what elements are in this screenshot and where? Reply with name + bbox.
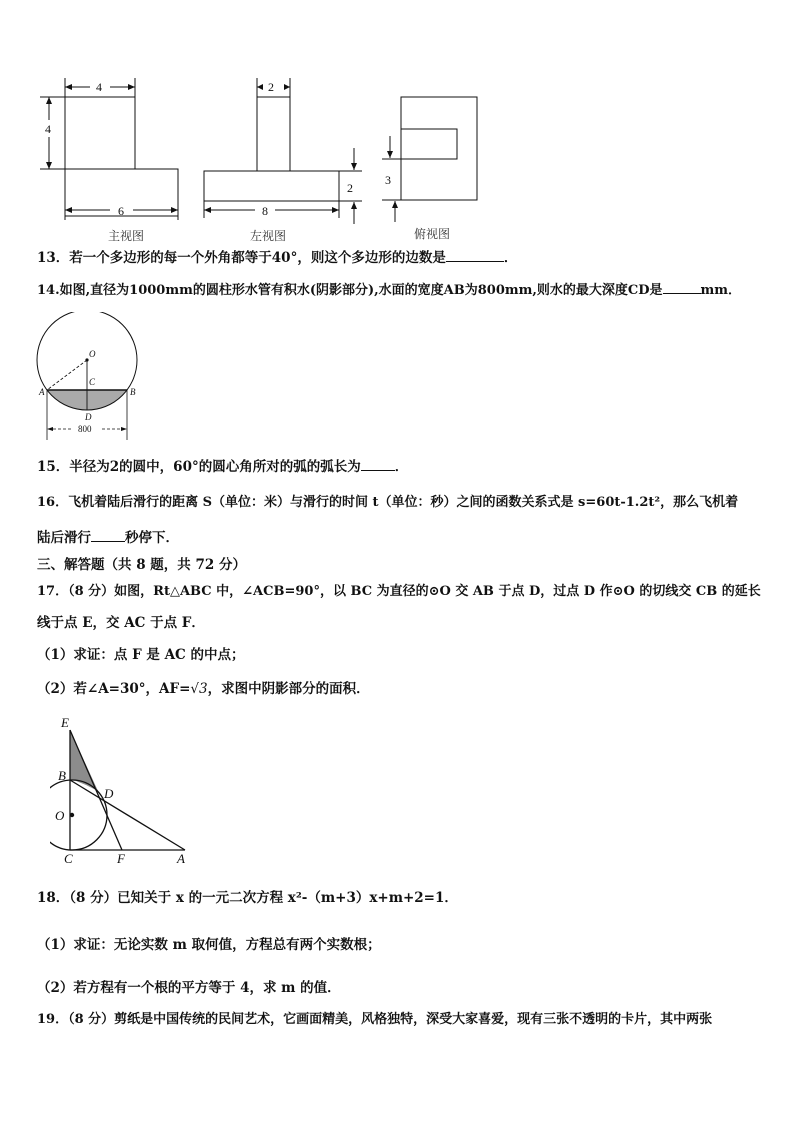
label-O: O: [89, 349, 96, 359]
q14-text: 14.如图,直径为1000mm的圆柱形水管有积水(阴影部分),水面的宽度AB为800mm,则水的最大深度CD是: [37, 283, 663, 298]
q15-answer-blank: [361, 458, 395, 471]
front-top-dim: 4: [96, 80, 102, 94]
top-view-outer: [401, 97, 477, 200]
q13-text: 13．若一个多边形的每一个外角都等于40°，则这个多边形的边数是: [37, 250, 446, 266]
left-view-shape: [204, 97, 339, 201]
question-14: [37, 281, 741, 300]
q14-end: mm．: [700, 283, 742, 298]
q16-line2-pre: 陆后滑行: [37, 530, 91, 546]
label-C: C: [64, 851, 73, 866]
q17-p2-post: ，求图中阴影部分的面积．: [207, 681, 370, 697]
question-17-line2: 线于点 E，交 AC 于点 F．: [37, 615, 205, 631]
q13-answer-blank: [446, 249, 504, 262]
question-17-part1: （1）求证：点 F 是 AC 的中点；: [37, 647, 245, 663]
top-view-label: 俯视图: [414, 227, 451, 241]
label-D: D: [85, 412, 92, 422]
question-17-part2: [37, 680, 370, 698]
q13-end: ．: [503, 250, 518, 266]
label-F: F: [117, 851, 125, 866]
question-16-line1: 16．飞机着陆后滑行的距离 S（单位：米）与滑行的时间 t（单位：秒）之间的函数关系式是 s=60t-1.2t²，那么飞机着: [37, 495, 739, 510]
label-O: O: [55, 808, 65, 823]
label-A: A: [39, 387, 45, 397]
question-19-line1: 19．（8 分）剪纸是中国传统的民间艺术，它画面精美，风格独特，深受大家喜爱，现有三张不透明的卡片，其中两张: [37, 1012, 713, 1027]
label-B: B: [130, 387, 136, 397]
front-side-dim: 4: [45, 122, 51, 136]
q14-answer-blank: [663, 281, 701, 294]
pipe-water-figure: [34, 312, 154, 447]
top-view-inner: [401, 129, 457, 159]
left-bottom-dim: 8: [262, 204, 268, 218]
triangle-circle-figure: [50, 712, 200, 867]
left-side-dim: 2: [347, 181, 353, 195]
label-D: D: [104, 786, 114, 801]
front-bottom-dim: 6: [118, 204, 124, 218]
top-side-dim: 3: [385, 173, 391, 187]
question-18-part2: （2）若方程有一个根的平方等于 4，求 m 的值．: [37, 980, 341, 996]
question-18-line1: 18．（8 分）已知关于 x 的一元二次方程 x²-（m+3）x+m+2=1．: [37, 890, 458, 906]
left-top-dim: 2: [268, 80, 274, 94]
question-16-line2: [37, 529, 179, 547]
q17-p2-sqrt: √3: [190, 681, 208, 697]
q17-p2-pre: （2）若∠A=30°，AF=: [37, 681, 191, 697]
section-3-heading: 三、解答题（共 8 题，共 72 分）: [37, 557, 246, 573]
label-A: A: [177, 851, 185, 866]
label-B: B: [58, 768, 66, 783]
question-15: [37, 458, 408, 476]
label-C: C: [89, 377, 96, 387]
q15-text: 15．半径为2的圆中，60°的圆心角所对的弧的弧长为: [37, 459, 361, 475]
question-13: [37, 249, 517, 267]
q16-answer-blank: [91, 529, 125, 542]
label-E: E: [61, 715, 69, 730]
q15-end: ．: [394, 459, 409, 475]
q16-line2-end: 秒停下．: [125, 530, 179, 546]
three-views-figure: [30, 70, 500, 250]
left-view-label: 左视图: [250, 229, 287, 243]
width-800-label: 800: [78, 424, 92, 434]
front-view-label: 主视图: [108, 229, 145, 243]
question-17-line1: 17．（8 分）如图，Rt△ABC 中，∠ACB=90°，以 BC 为直径的⊙O 交 AB 于点 D，过点 D 作⊙O 的切线交 CB 的延长: [37, 584, 761, 599]
question-18-part1: （1）求证：无论实数 m 取何值，方程总有两个实数根；: [37, 937, 381, 953]
front-view-shape: [65, 97, 178, 216]
